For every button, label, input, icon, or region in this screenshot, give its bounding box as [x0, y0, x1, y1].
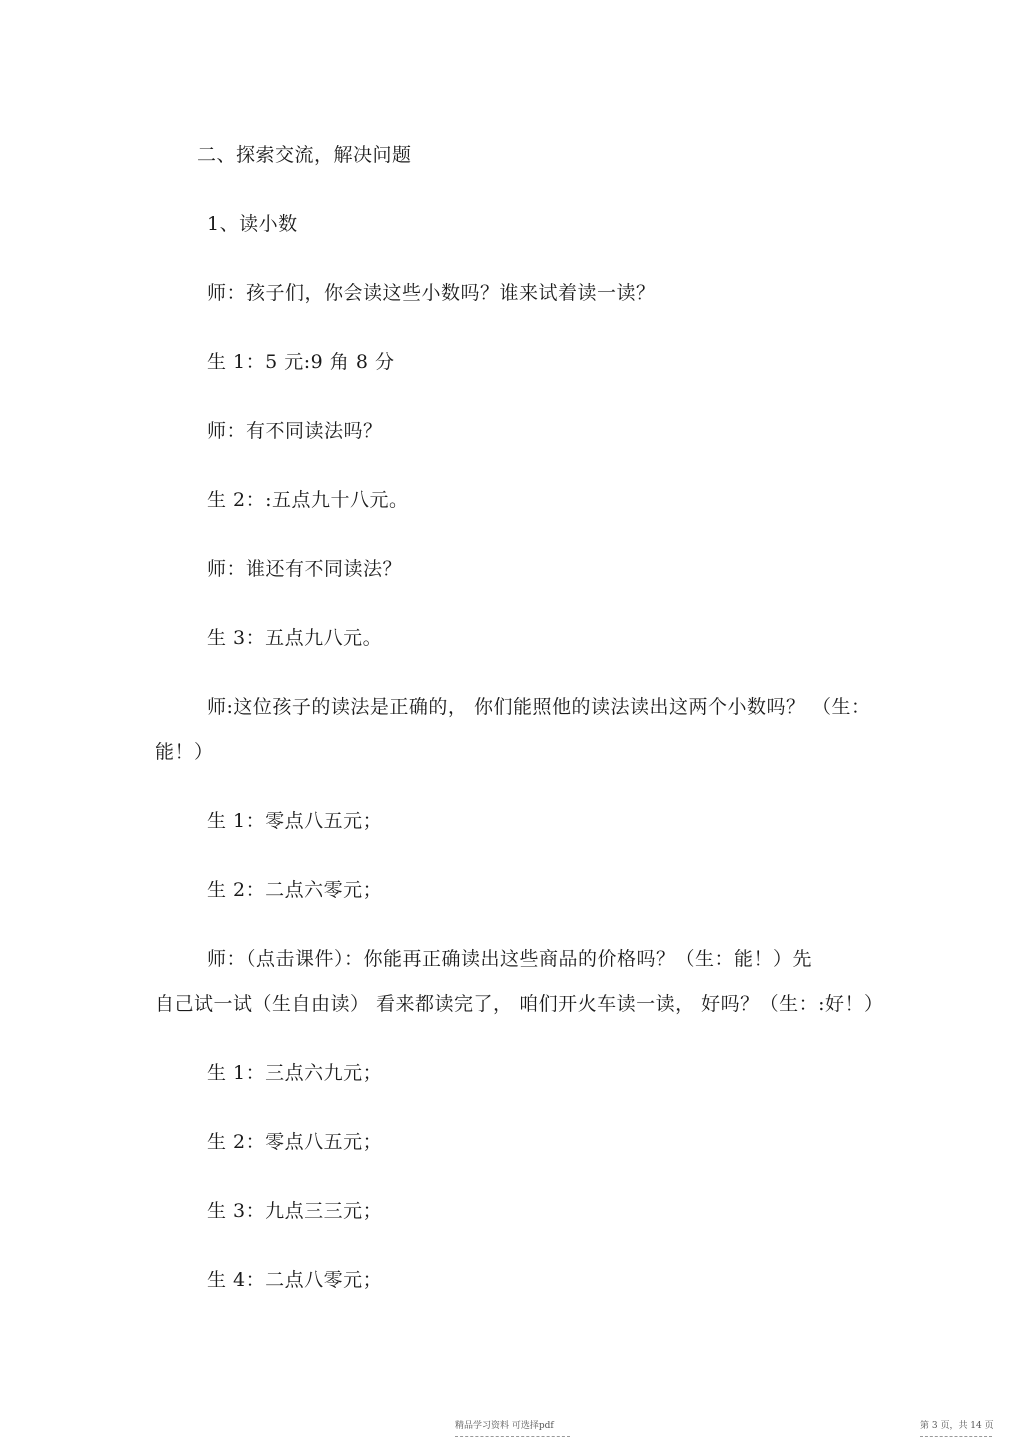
paragraph: 生 1：零点八五元； — [207, 810, 383, 832]
paragraph-continuation: 能！） — [155, 741, 214, 763]
paragraph: 生 2：二点六零元； — [207, 879, 383, 901]
paragraph: 师：孩子们，你会读这些小数吗？谁来试着读一读？ — [207, 282, 656, 304]
paragraph: 生 3：五点九八元。 — [207, 627, 383, 649]
paragraph: 师:这位孩子的读法是正确的， 你们能照他的读法读出这两个小数吗？ （生： — [207, 696, 871, 718]
subsection-heading: 1、读小数 — [207, 213, 298, 235]
paragraph: 生 2：:五点九十八元。 — [207, 489, 409, 511]
footer-divider — [455, 1436, 570, 1437]
paragraph: 生 2：零点八五元； — [207, 1131, 383, 1153]
paragraph: 生 4：二点八零元； — [207, 1269, 383, 1291]
paragraph: 生 3：九点三三元； — [207, 1200, 383, 1222]
section-heading: 二、探索交流，解决问题 — [197, 144, 412, 166]
paragraph: 生 1：5 元:9 角 8 分 — [207, 351, 395, 373]
footer-divider — [920, 1436, 992, 1437]
footer-page-info: 第 3 页，共 14 页 — [920, 1421, 994, 1431]
paragraph-continuation: 自己试一试（生自由读） 看来都读完了， 咱们开火车读一读， 好吗？（生：:好！） — [155, 993, 884, 1015]
paragraph: 生 1：三点六九元； — [207, 1062, 383, 1084]
footer-watermark-text: 精品学习资料 可选择pdf — [455, 1421, 554, 1431]
paragraph: 师：有不同读法吗？ — [207, 420, 383, 442]
paragraph: 师：（点击课件）：你能再正确读出这些商品的价格吗？（生：能！）先 — [207, 948, 813, 970]
paragraph: 师：谁还有不同读法？ — [207, 558, 403, 580]
